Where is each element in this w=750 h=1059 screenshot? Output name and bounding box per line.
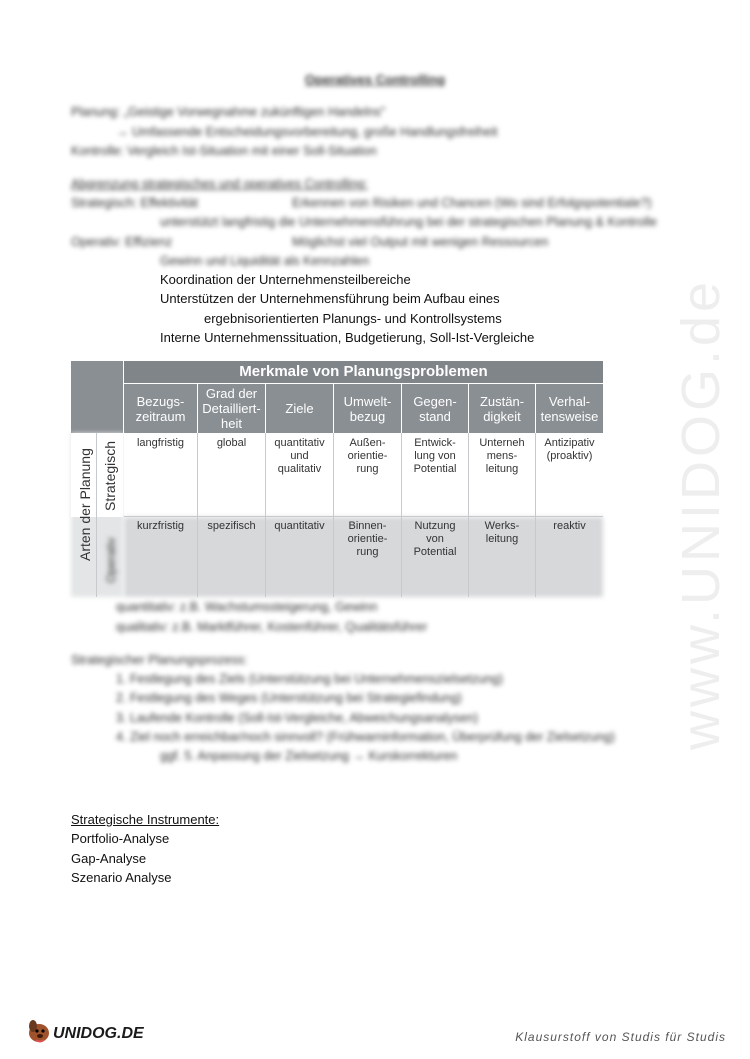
svg-text:UNIDOG.DE: UNIDOG.DE (53, 1025, 144, 1042)
table-cell: spezifisch (207, 520, 256, 532)
list-item: Gap-Analyse (71, 851, 147, 866)
column-header: Grad der Detailliert- heit (198, 384, 265, 433)
table-cell: Außen- orientie- rung (347, 437, 388, 475)
text-line: Gewinn und Liquidität als Kennzahlen (160, 254, 370, 268)
instruments-heading: Strategische Instrumente: (71, 812, 220, 827)
column-header: Zustän- digkeit (469, 384, 535, 433)
table-title: Merkmale von Planungsproblemen (124, 361, 603, 383)
text-line: unterstützt langfristig die Unternehmensführung bei der strategischen Planung & Kontrolle (160, 215, 657, 229)
text-line: Strategisch: Effektivität (71, 196, 198, 210)
table-cell: reaktiv (553, 520, 586, 532)
unidog-logo (25, 1016, 155, 1046)
table-cell: Werks- leitung (484, 520, 520, 545)
table-corner (71, 361, 123, 433)
watermark: www.UNIDOG.de (671, 277, 731, 750)
table-cell: Nutzung von Potential (413, 520, 457, 558)
list-item: Portfolio-Analyse (71, 831, 170, 846)
column-divider (197, 433, 198, 597)
column-header: Verhal- tensweise (536, 384, 603, 433)
column-header: Umwelt- bezug (334, 384, 401, 433)
table-cell: kurzfristig (136, 520, 185, 532)
row-divider (124, 516, 603, 517)
column-header: Gegen- stand (402, 384, 468, 433)
table-cell: langfristig (136, 437, 185, 449)
text-line: → Umfassende Entscheidungsvorbereitung, große Handlungsfreiheit (116, 125, 498, 139)
table-cell: Unterneh mens- leitung (479, 437, 525, 475)
row-label-strategic: Strategisch (102, 440, 118, 511)
column-header: Ziele (266, 384, 333, 433)
section-heading: Abgrenzung strategisches und operatives Controlling: (71, 177, 368, 191)
row-group-label: Arten der Planung (77, 448, 93, 561)
text-line: Planung: „Geistige Vorwegnahme zukünftigen Handelns" (71, 105, 386, 119)
text-line: Koordination der Unternehmensteilbereiche (160, 272, 411, 287)
table-cell: global (216, 437, 247, 449)
list-item: 2. Festlegung des Weges (Unterstützung bei Strategiefindung) (116, 691, 462, 705)
text-line: qualitativ: z.B. Marktführer, Kostenführer, Qualitätsführer (116, 620, 428, 634)
table-cell: Entwick- lung von Potential (413, 437, 457, 475)
list-item: 4. Ziel noch erreichbar/noch sinnvoll? (Frühwarninformation, Überprüfung der Zielsetzung) (116, 730, 615, 744)
text-line: Operativ: Effizienz (71, 235, 173, 249)
table-cell: Binnen- orientie- rung (347, 520, 388, 558)
column-divider (96, 433, 97, 597)
text-line: Erkennen von Risiken und Chancen (Wo sind Erfolgspotentiale?) (292, 196, 652, 210)
text-line: Möglichst viel Output mit wenigen Ressourcen (292, 235, 549, 249)
text-line: quantitativ: z.B. Wachstumssteigerung, Gewinn (116, 600, 378, 614)
text-line: Interne Unternehmenssituation, Budgetierung, Soll-Ist-Vergleiche (160, 330, 535, 345)
page-title: Operatives Controlling (304, 72, 446, 87)
column-header: Bezugs- zeitraum (124, 384, 197, 433)
list-item: ggf. 5. Anpassung der Zielsetzung → Kurskorrekturen (160, 749, 458, 763)
text-line: Unterstützen der Unternehmensführung beim Aufbau eines (160, 291, 500, 306)
text-line: ergebnisorientierten Planungs- und Kontrollsystems (204, 311, 502, 326)
dog-icon (29, 1020, 49, 1042)
planning-table (71, 361, 603, 597)
row-label-operative: Operativ (104, 537, 118, 583)
table-cell: quantitativ (274, 520, 325, 532)
footer-tagline: Klausurstoff von Studis für Studis (515, 1030, 726, 1044)
section-heading: Strategischer Planungsprozess: (71, 653, 248, 667)
table-cell: Antizipativ (proaktiv) (544, 437, 595, 462)
list-item: 3. Laufende Kontrolle (Soll-Ist-Vergleiche, Abweichungsanalysen) (116, 711, 479, 725)
table-cell: quantitativ und qualitativ (274, 437, 325, 475)
text-line: Kontrolle: Vergleich Ist-Situation mit einer Soll-Situation (71, 144, 377, 158)
list-item: Szenario Analyse (71, 870, 172, 885)
list-item: 1. Festlegung des Ziels (Unterstützung bei Unternehmenszielsetzung) (116, 672, 504, 686)
